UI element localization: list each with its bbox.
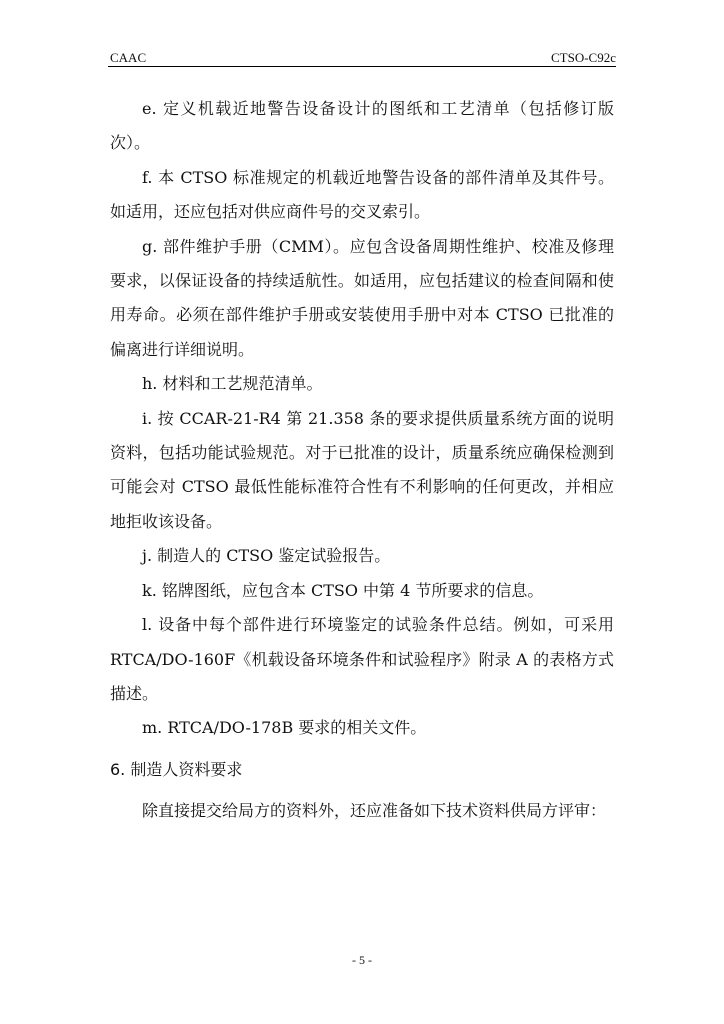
header-right-text: CTSO-C92c	[551, 50, 616, 65]
list-item-f: f. 本 CTSO 标准规定的机载近地警告设备的部件清单及其件号。如适用，还应包括对供应商件号的交叉索引。	[110, 167, 614, 222]
list-item-g: g. 部件维护手册（CMM）。应包含设备周期性维护、校准及修理要求，以保证设备的持续适航性。如适用，应包括建议的检查间隔和使用寿命。必须在部件维护手册或安装使用手册中对本 CTSO 已批准的偏离进行详细说明。	[110, 236, 614, 359]
list-item-e: e. 定义机载近地警告设备设计的图纸和工艺清单（包括修订版次）。	[110, 99, 614, 153]
list-item-h: h. 材料和工艺规范清单。	[142, 374, 323, 394]
header-left-text: CAAC	[110, 50, 147, 65]
header-rule	[108, 66, 616, 67]
list-item-m: m. RTCA/DO-178B 要求的相关文件。	[142, 718, 427, 738]
list-item-l: l. 设备中每个部件进行环境鉴定的试验条件总结。例如，可采用 RTCA/DO-160F《机载设备环境条件和试验程序》附录 A 的表格方式描述。	[110, 615, 614, 703]
list-item-k: k. 铭牌图纸，应包含本 CTSO 中第 4 节所要求的信息。	[142, 580, 544, 600]
section-heading: 6. 制造人资料要求	[110, 759, 243, 779]
list-item-j: j. 制造人的 CTSO 鉴定试验报告。	[142, 546, 391, 566]
document-body	[110, 92, 614, 828]
page-number: - 5 -	[352, 953, 372, 967]
list-item-i: i. 按 CCAR-21-R4 第 21.358 条的要求提供质量系统方面的说明资料，包括功能试验规范。对于已批准的设计，质量系统应确保检测到可能会对 CTSO 最低性能标准符合性有不利影响的任何更改，并相应地拒收该设备。	[110, 408, 614, 531]
section-intro: 除直接提交给局方的资料外，还应准备如下技术资料供局方评审：	[142, 800, 607, 820]
